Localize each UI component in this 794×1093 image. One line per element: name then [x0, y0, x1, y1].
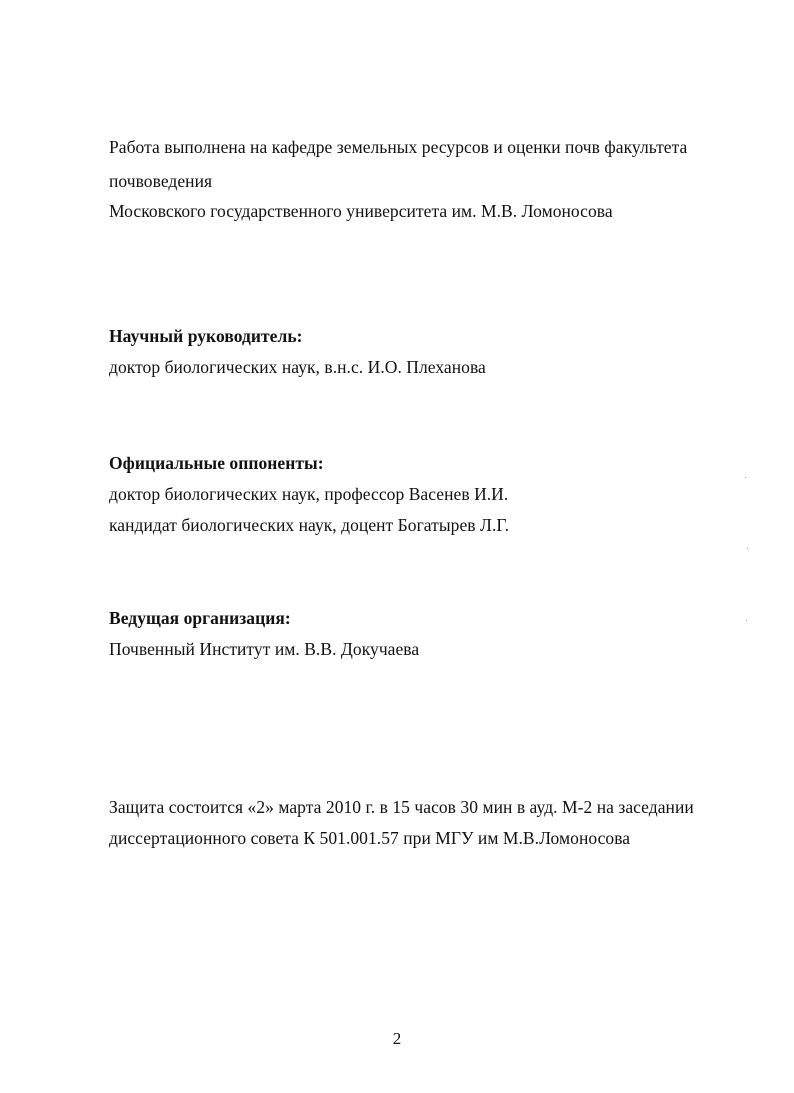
leading-organization-name: Почвенный Институт им. В.В. Докучаева: [109, 639, 420, 659]
scan-speck: ·: [746, 544, 750, 555]
supervisor-name: доктор биологических наук, в.н.с. И.О. Плеханова: [109, 357, 486, 377]
defense-line-1: Защита состоится «2» марта 2010 г. в 15 часов 30 мин в ауд. М-2 на заседании: [109, 797, 694, 817]
opponent-item: кандидат биологических наук, доцент Богатырев Л.Г.: [109, 515, 509, 535]
supervisor-heading: Научный руководитель:: [109, 326, 303, 346]
leading-organization-heading: Ведущая организация:: [109, 608, 291, 628]
page-number: 2: [392, 1029, 402, 1048]
scan-speck: ·: [745, 616, 749, 627]
defense-line-2: диссертационного совета К 501.001.57 при МГУ им М.В.Ломоносова: [109, 828, 631, 848]
opponents-heading: Официальные оппоненты:: [109, 453, 324, 473]
affiliation-line-3: Московского государственного университета им. М.В. Ломоносова: [109, 201, 613, 221]
opponent-item: доктор биологических наук, профессор Васенев И.И.: [109, 484, 509, 504]
affiliation-line-2: почвоведения: [109, 171, 213, 191]
scan-speck: ·: [744, 473, 748, 484]
affiliation-line-1: Работа выполнена на кафедре земельных ресурсов и оценки почв факультета: [109, 137, 688, 157]
